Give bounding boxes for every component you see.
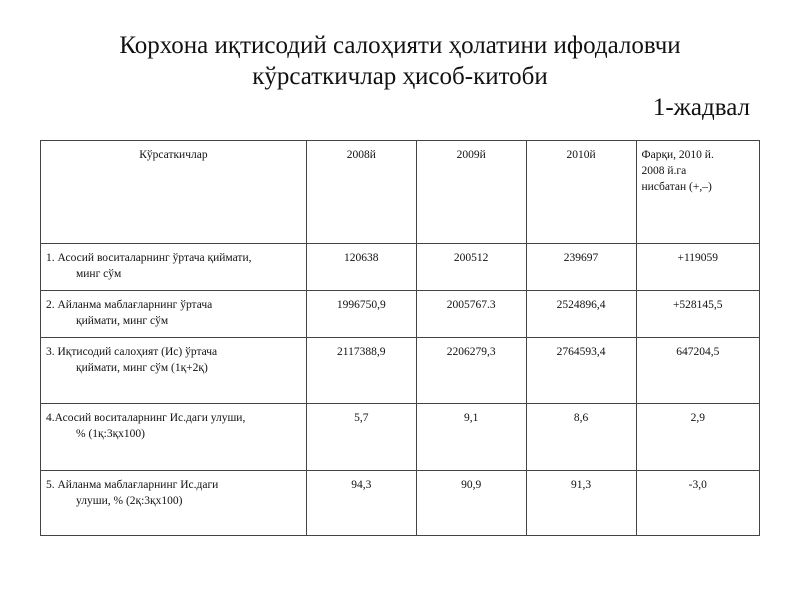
table-row [41,338,760,404]
value-difference: 647204,5 [636,338,760,404]
header-difference-line-3: нисбатан (+,–) [641,181,712,193]
indicator-text-continued: улуши, % (2қ:3қх100) [76,495,183,507]
table-row [41,404,760,471]
header-difference-line-2: 2008 й.га [641,165,687,177]
value-2008: 1996750,9 [306,291,416,338]
indicator-cell [41,244,307,291]
value-2009: 2206279,3 [416,338,526,404]
value-2010: 91,3 [526,471,636,536]
value-2009: 2005767.3 [416,291,526,338]
value-2009: 200512 [416,244,526,291]
value-2008: 2117388,9 [306,338,416,404]
indicator-cell [41,404,307,471]
indicators-table [40,140,760,536]
header-indicator: Кўрсаткичлар [41,141,307,244]
table-header-row [41,141,760,244]
indicator-text: 5. Айланма маблағларнинг Ис.даги [46,479,219,491]
value-difference: 2,9 [636,404,760,471]
value-2010: 239697 [526,244,636,291]
value-2008: 5,7 [306,404,416,471]
title-line-2: кўрсаткичлар ҳисоб-китоби [252,63,548,90]
value-2009: 90,9 [416,471,526,536]
value-2008: 94,3 [306,471,416,536]
table-row [41,244,760,291]
indicator-text-continued: қиймати, минг сўм [76,315,169,327]
value-difference: +119059 [636,244,760,291]
indicator-text: 4.Асосий воситаларнинг Ис.даги улуши, [46,412,246,424]
header-2008: 2008й [306,141,416,244]
table-row [41,291,760,338]
indicator-cell [41,291,307,338]
indicator-text-continued: қиймати, минг сўм (1қ+2қ) [76,362,208,374]
value-2010: 2524896,4 [526,291,636,338]
header-2009: 2009й [416,141,526,244]
indicator-cell [41,471,307,536]
value-2010: 2764593,4 [526,338,636,404]
page-title [0,30,800,92]
indicator-text: 3. Иқтисодий салоҳият (Ис) ўртача [46,346,218,358]
indicator-cell [41,338,307,404]
value-2010: 8,6 [526,404,636,471]
value-2008: 120638 [306,244,416,291]
indicator-text-continued: % (1қ:3қх100) [76,428,145,440]
header-difference [636,141,760,244]
value-2009: 9,1 [416,404,526,471]
indicator-text-continued: минг сўм [76,268,122,280]
value-difference: +528145,5 [636,291,760,338]
table-row [41,471,760,536]
header-2010: 2010й [526,141,636,244]
indicator-text: 1. Асосий воситаларнинг ўртача қиймати, [46,252,252,264]
title-line-1: Корхона иқтисодий салоҳияти ҳолатини ифодаловчи [119,32,681,59]
indicator-text: 2. Айланма маблағларнинг ўртача [46,299,213,311]
table-number-label: 1-жадвал [652,94,750,121]
value-difference: -3,0 [636,471,760,536]
header-difference-line-1: Фарқи, 2010 й. [641,149,714,161]
